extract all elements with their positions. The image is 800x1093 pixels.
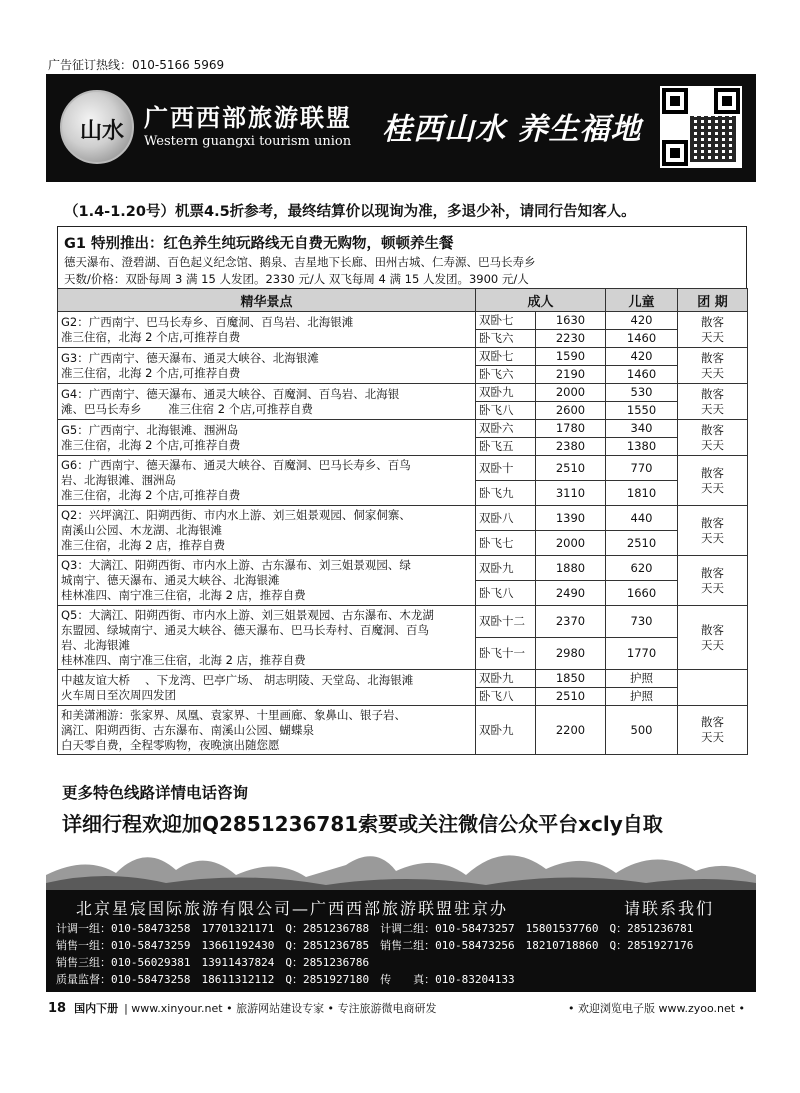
tier-type: 卧飞九 bbox=[476, 481, 536, 506]
adult-price: 2510 bbox=[536, 688, 606, 706]
route-description bbox=[58, 420, 476, 456]
package-price: 天数/价格：双卧每周 3 满 15 人发团。2330 元/人 双飞每周 4 满 15 人发团。3900 元/人 bbox=[64, 272, 529, 286]
tier-type: 双卧七 bbox=[476, 348, 536, 366]
adult-price: 1880 bbox=[536, 556, 606, 581]
route-line: G6：广西南宁、德天瀑布、通灵大峡谷、百魔洞、巴马长寿乡、百鸟 bbox=[61, 458, 411, 472]
schedule-line: 天天 bbox=[701, 730, 725, 744]
route-line: 城南宁、德天瀑布、通灵大峡谷、北海银滩 bbox=[61, 573, 280, 587]
schedule-line: 天天 bbox=[701, 329, 725, 344]
schedule-line: 散客 bbox=[701, 422, 725, 437]
edition-label: 国内下册 bbox=[74, 1002, 119, 1015]
adult-price: 2230 bbox=[536, 330, 606, 348]
adult-price: 2510 bbox=[536, 456, 606, 481]
schedule-line: 散客 bbox=[701, 386, 725, 401]
schedule-line: 散客 bbox=[701, 622, 725, 637]
adult-price: 1630 bbox=[536, 312, 606, 330]
tier-type: 双卧七 bbox=[476, 312, 536, 330]
child-price: 1460 bbox=[606, 366, 678, 384]
qr-code-icon bbox=[660, 86, 742, 168]
table-header-row bbox=[58, 289, 748, 312]
tier-type: 卧飞八 bbox=[476, 688, 536, 706]
schedule bbox=[678, 506, 748, 556]
brand-name-cn: 广西西部旅游联盟 bbox=[144, 103, 352, 132]
child-price: 420 bbox=[606, 312, 678, 330]
child-price: 730 bbox=[606, 606, 678, 638]
route-line: 岩、北海银滩 bbox=[61, 637, 130, 652]
adult-price: 2200 bbox=[536, 706, 606, 755]
route-line: 岩、北海银滩、涠洲岛 bbox=[61, 473, 176, 487]
company-title: 北京星宸国际旅游有限公司—广西西部旅游联盟驻京办 bbox=[76, 899, 509, 918]
tier-type: 卧飞六 bbox=[476, 330, 536, 348]
schedule bbox=[678, 348, 748, 384]
route-line: 准三住宿，北海 2 个店,可推荐自费 bbox=[61, 329, 241, 344]
route-description bbox=[58, 384, 476, 420]
ad-hotline: 广告征订热线：010-5166 5969 bbox=[48, 58, 225, 72]
tier-type: 双卧九 bbox=[476, 556, 536, 581]
route-line: 准三住宿，北海 2 个店,可推荐自费 bbox=[61, 437, 241, 452]
adult-price: 2980 bbox=[536, 638, 606, 670]
route-line: G4：广西南宁、德天瀑布、通灵大峡谷、百魔洞、百鸟岩、北海银 bbox=[61, 386, 400, 401]
schedule bbox=[678, 670, 748, 706]
schedule-line: 天天 bbox=[701, 637, 725, 652]
child-price: 420 bbox=[606, 348, 678, 366]
table-row bbox=[58, 670, 748, 688]
route-line: 中越友谊大桥 、下龙湾、巴亭广场、 胡志明陵、天堂岛、北海银滩 bbox=[61, 672, 414, 687]
schedule bbox=[678, 420, 748, 456]
package-title: G1 特别推出：红色养生纯玩路线无自费无购物，顿顿养生餐 bbox=[64, 236, 454, 252]
schedule-line: 天天 bbox=[701, 365, 725, 380]
contact-row: 销售一组：010-58473259 13661192430 Q：2851236785 销售二组：010-58473256 18210718860 Q：2851927176 bbox=[56, 939, 694, 952]
route-line: 准三住宿，北海 2 店，推荐自费 bbox=[61, 538, 226, 552]
schedule-line: 散客 bbox=[701, 515, 725, 530]
tier-type: 卧飞十一 bbox=[476, 638, 536, 670]
schedule-line: 散客 bbox=[701, 715, 725, 729]
col-header-sights: 精华景点 bbox=[58, 289, 476, 312]
route-description bbox=[58, 506, 476, 556]
route-description bbox=[58, 670, 476, 706]
route-line: 桂林准四、南宁准三住宿，北海 2 店，推荐自费 bbox=[61, 652, 306, 667]
tier-type: 双卧九 bbox=[476, 384, 536, 402]
table-row bbox=[58, 506, 748, 531]
slogan: 桂西山水 养生福地 bbox=[382, 112, 642, 147]
contact-row: 销售三组：010-56029381 13911437824 Q：2851236786 bbox=[56, 956, 370, 969]
schedule-line: 天天 bbox=[701, 480, 725, 495]
route-line: 准三住宿，北海 2 个店,可推荐自费 bbox=[61, 488, 241, 502]
route-line: 东盟园、绿城南宁、通灵大峡谷、德天瀑布、巴马长寿村、百魔洞、百鸟 bbox=[61, 622, 429, 637]
contact-row: 计调一组：010-58473258 17701321171 Q：2851236788 计调二组：010-58473257 15801537760 Q：2851236781 bbox=[56, 922, 694, 935]
child-price: 1550 bbox=[606, 402, 678, 420]
table-row bbox=[58, 384, 748, 402]
route-line: Q2：兴坪漓江、阳朔西街、市内水上游、刘三姐景观园、侗家侗寨、 bbox=[61, 508, 411, 522]
table-row bbox=[58, 420, 748, 438]
route-line: 和美潇湘游：张家界、凤凰、袁家界、十里画廊、象鼻山、银子岩、 bbox=[61, 707, 406, 722]
adult-price: 2000 bbox=[536, 384, 606, 402]
col-header-adult: 成人 bbox=[476, 289, 606, 312]
routes-table bbox=[57, 288, 748, 755]
route-line: 漓江、阳朔西街、古东瀑布、南溪山公园、蝴蝶泉 bbox=[61, 722, 314, 737]
contact-row: 质量监督：010-58473258 18611312112 Q：2851927180 传 真：010-83204133 bbox=[56, 973, 515, 986]
tier-type: 卧飞五 bbox=[476, 438, 536, 456]
adult-price: 2000 bbox=[536, 531, 606, 556]
schedule-line: 散客 bbox=[701, 350, 725, 365]
adult-price: 1590 bbox=[536, 348, 606, 366]
mountain-scenery-image bbox=[46, 835, 756, 890]
schedule-line: 天天 bbox=[701, 530, 725, 545]
contact-us-label: 请联系我们 bbox=[624, 899, 715, 918]
child-price: 1460 bbox=[606, 330, 678, 348]
footer-website-text: | www.xinyour.net • 旅游网站建设专家 • 专注旅游微电商研发 bbox=[124, 1002, 437, 1015]
tier-type: 卧飞七 bbox=[476, 531, 536, 556]
brand-name-en: Western guangxi tourism union bbox=[144, 134, 352, 149]
detail-contact-text: 详细行程欢迎加Q2851236781索要或关注微信公众平台xcly自取 bbox=[62, 812, 663, 836]
schedule bbox=[678, 312, 748, 348]
table-row bbox=[58, 556, 748, 581]
child-price: 2510 bbox=[606, 531, 678, 556]
child-price: 1660 bbox=[606, 581, 678, 606]
schedule bbox=[678, 384, 748, 420]
adult-price: 2600 bbox=[536, 402, 606, 420]
schedule-line: 天天 bbox=[701, 437, 725, 452]
table-row bbox=[58, 606, 748, 638]
adult-price: 1850 bbox=[536, 670, 606, 688]
route-description bbox=[58, 456, 476, 506]
schedule-line: 天天 bbox=[701, 580, 725, 595]
route-line: 白天零自费，全程零购物，夜晚演出随您愿 bbox=[61, 737, 280, 752]
child-price: 620 bbox=[606, 556, 678, 581]
tier-type: 卧飞八 bbox=[476, 402, 536, 420]
tier-type: 双卧九 bbox=[476, 706, 536, 755]
child-price: 770 bbox=[606, 456, 678, 481]
adult-price: 2190 bbox=[536, 366, 606, 384]
header-banner bbox=[46, 74, 756, 182]
route-line: Q3：大漓江、阳朔西街、市内水上游、古东瀑布、刘三姐景观园、绿 bbox=[61, 558, 411, 572]
logo-text: 山水 bbox=[80, 118, 125, 144]
route-line: G2：广西南宁、巴马长寿乡、百魔洞、百鸟岩、北海银滩 bbox=[61, 314, 354, 329]
table-row bbox=[58, 348, 748, 366]
more-routes-text: 更多特色线路详情电话咨询 bbox=[62, 784, 249, 802]
schedule-line: 散客 bbox=[701, 314, 725, 329]
package-sights: 德天瀑布、澄碧湖、百色起义纪念馆、鹅泉、吉星地下长廊、田州古城、仁寿源、巴马长寿乡 bbox=[64, 255, 536, 269]
table-row bbox=[58, 456, 748, 481]
schedule-line: 散客 bbox=[701, 565, 725, 580]
tier-type: 双卧九 bbox=[476, 670, 536, 688]
page-footer bbox=[48, 1000, 437, 1016]
route-description bbox=[58, 348, 476, 384]
route-description bbox=[58, 312, 476, 348]
featured-package bbox=[57, 226, 747, 289]
schedule bbox=[678, 456, 748, 506]
child-price: 340 bbox=[606, 420, 678, 438]
adult-price: 2380 bbox=[536, 438, 606, 456]
route-line: 桂林准四、南宁准三住宿，北海 2 店，推荐自费 bbox=[61, 588, 306, 602]
route-line: 南溪山公园、木龙湖、北海银滩 bbox=[61, 523, 222, 537]
route-line: 火车周日至次周四发团 bbox=[61, 687, 176, 702]
schedule-line: 散客 bbox=[701, 465, 725, 480]
child-price: 500 bbox=[606, 706, 678, 755]
table-row bbox=[58, 312, 748, 330]
col-header-child: 儿童 bbox=[606, 289, 678, 312]
tier-type: 双卧十 bbox=[476, 456, 536, 481]
page-number: 18 bbox=[48, 1001, 67, 1016]
schedule bbox=[678, 706, 748, 755]
brand-logo bbox=[60, 90, 134, 164]
route-description bbox=[58, 706, 476, 755]
tier-type: 双卧十二 bbox=[476, 606, 536, 638]
route-line: 准三住宿，北海 2 个店,可推荐自费 bbox=[61, 365, 241, 380]
footer-contact-panel bbox=[46, 890, 756, 992]
child-price: 护照 bbox=[606, 688, 678, 706]
route-line: 滩、巴马长寿乡 准三住宿 2 个店,可推荐自费 bbox=[61, 401, 313, 416]
adult-price: 3110 bbox=[536, 481, 606, 506]
table-row bbox=[58, 706, 748, 755]
route-description bbox=[58, 556, 476, 606]
route-description bbox=[58, 606, 476, 670]
adult-price: 1390 bbox=[536, 506, 606, 531]
schedule-line: 天天 bbox=[701, 401, 725, 416]
child-price: 护照 bbox=[606, 670, 678, 688]
adult-price: 2490 bbox=[536, 581, 606, 606]
route-line: G3：广西南宁、德天瀑布、通灵大峡谷、北海银滩 bbox=[61, 350, 319, 365]
col-header-schedule: 团 期 bbox=[678, 289, 748, 312]
route-line: Q5：大漓江、阳朔西街、市内水上游、刘三姐景观园、古东瀑布、木龙湖 bbox=[61, 607, 434, 622]
child-price: 440 bbox=[606, 506, 678, 531]
tier-type: 卧飞六 bbox=[476, 366, 536, 384]
child-price: 1770 bbox=[606, 638, 678, 670]
tier-type: 双卧六 bbox=[476, 420, 536, 438]
child-price: 530 bbox=[606, 384, 678, 402]
tier-type: 卧飞八 bbox=[476, 581, 536, 606]
schedule bbox=[678, 606, 748, 670]
child-price: 1810 bbox=[606, 481, 678, 506]
route-line: G5：广西南宁、北海银滩、涠洲岛 bbox=[61, 422, 239, 437]
adult-price: 2370 bbox=[536, 606, 606, 638]
schedule bbox=[678, 556, 748, 606]
footer-ebook-text: • 欢迎浏览电子版 www.zyoo.net • bbox=[568, 1002, 746, 1015]
adult-price: 1780 bbox=[536, 420, 606, 438]
child-price: 1380 bbox=[606, 438, 678, 456]
tier-type: 双卧八 bbox=[476, 506, 536, 531]
price-notice: （1.4-1.20号）机票4.5折参考，最终结算价以现询为准，多退少补，请同行告知客人。 bbox=[64, 204, 636, 220]
